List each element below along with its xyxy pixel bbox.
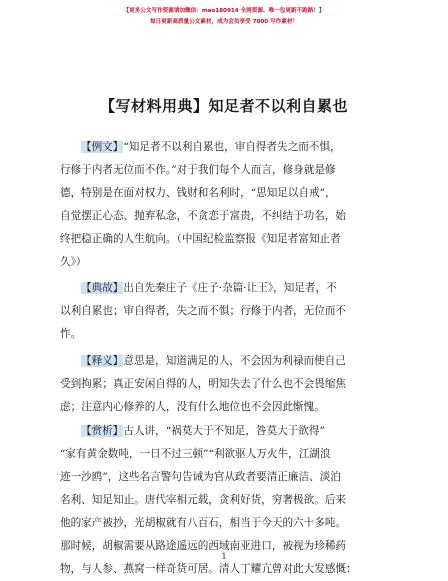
promo-banner — [0, 6, 448, 28]
paragraph-meaning — [60, 350, 388, 419]
paragraph-line: 意思是，知道满足的人，不会因为利禄而使自己 — [123, 355, 346, 367]
paragraph-line: 名利、知足知止。唐代宰相元载，贪利好货，穷奢极欲。后来 — [60, 494, 347, 506]
section-tag-allusion: 【典故】 — [81, 282, 124, 294]
promo-banner-line-1: 【更多公文写作资源请加微信：mao180914 全网资源、唯一包更新不跑路！】 — [123, 8, 325, 14]
page-number: 1 — [221, 552, 227, 561]
paragraph-line: 古人讲，“祸莫大于不知足，咎莫大于欲得” — [123, 425, 325, 437]
paragraph-line: 那时候，胡椒需要从路途遥远的西域南亚进口，被视为珍稀药 — [60, 540, 347, 552]
paragraph-line: 行修于内者无位而不作。”对于我们每个人而言，修身就是修 — [60, 164, 336, 176]
paragraph-line: 久》） — [60, 256, 87, 268]
paragraph-line: 虑；注意内心修养的人，没有什么地位也不会因此惭愧。 — [60, 401, 325, 413]
paragraph-line: 物，与人参、燕窝一样奇货可居。清人丁耀亢曾对此大发感慨： — [60, 563, 357, 575]
section-tag-meaning: 【释义】 — [81, 355, 124, 367]
paragraph-line: 他的家产被抄，光胡椒就有八百石，相当于今天的六十多吨。 — [60, 517, 347, 529]
paragraph-line: 以利自累也；审自得者，失之而不惧；行修于内者，无位而不 — [60, 305, 347, 317]
paragraph-line: “家有黄金数吨，一日不过三顿”“利欲驱人万火牛，江湖浪 — [60, 448, 331, 460]
paragraph-line: 迹一沙鸥”，这些名言警句告诫为官从政者要清正廉洁、淡泊 — [60, 471, 341, 483]
paragraph-line: 自觉摆正心态、抛弃私念，不贪恋于富贵，不纠结于功名，始 — [60, 210, 347, 222]
paragraph-line: 怍。 — [60, 328, 82, 340]
document-title: 【写材料用典】知足者不以利自累也 — [99, 97, 348, 115]
paragraph-line: “知足者不以利自累也，审自得者失之而不惧， — [123, 141, 341, 153]
section-tag-appreciation: 【赏析】 — [81, 425, 124, 437]
section-tag-example: 【例文】 — [81, 141, 124, 153]
promo-banner-line-2: 每日更新高质量公文素材，成为会员享受 7000 写作素材！ — [149, 19, 299, 25]
paragraph-line: 德，特别是在面对权力、钱财和名利时，“思知足以自戒”， — [60, 187, 336, 199]
paragraph-allusion — [60, 277, 388, 346]
paragraph-example — [60, 136, 388, 274]
paragraph-line: 受到拘累；真正安闲自得的人，明知失去了什么也不会畏缩焦 — [60, 378, 347, 390]
paragraph-line: 终把稳正确的人生航向。（中国纪检监察报《知足者富知止者 — [60, 233, 341, 245]
paragraph-line: 出自先秦庄子《庄子·杂篇·让王》，知足者，不 — [123, 282, 337, 294]
